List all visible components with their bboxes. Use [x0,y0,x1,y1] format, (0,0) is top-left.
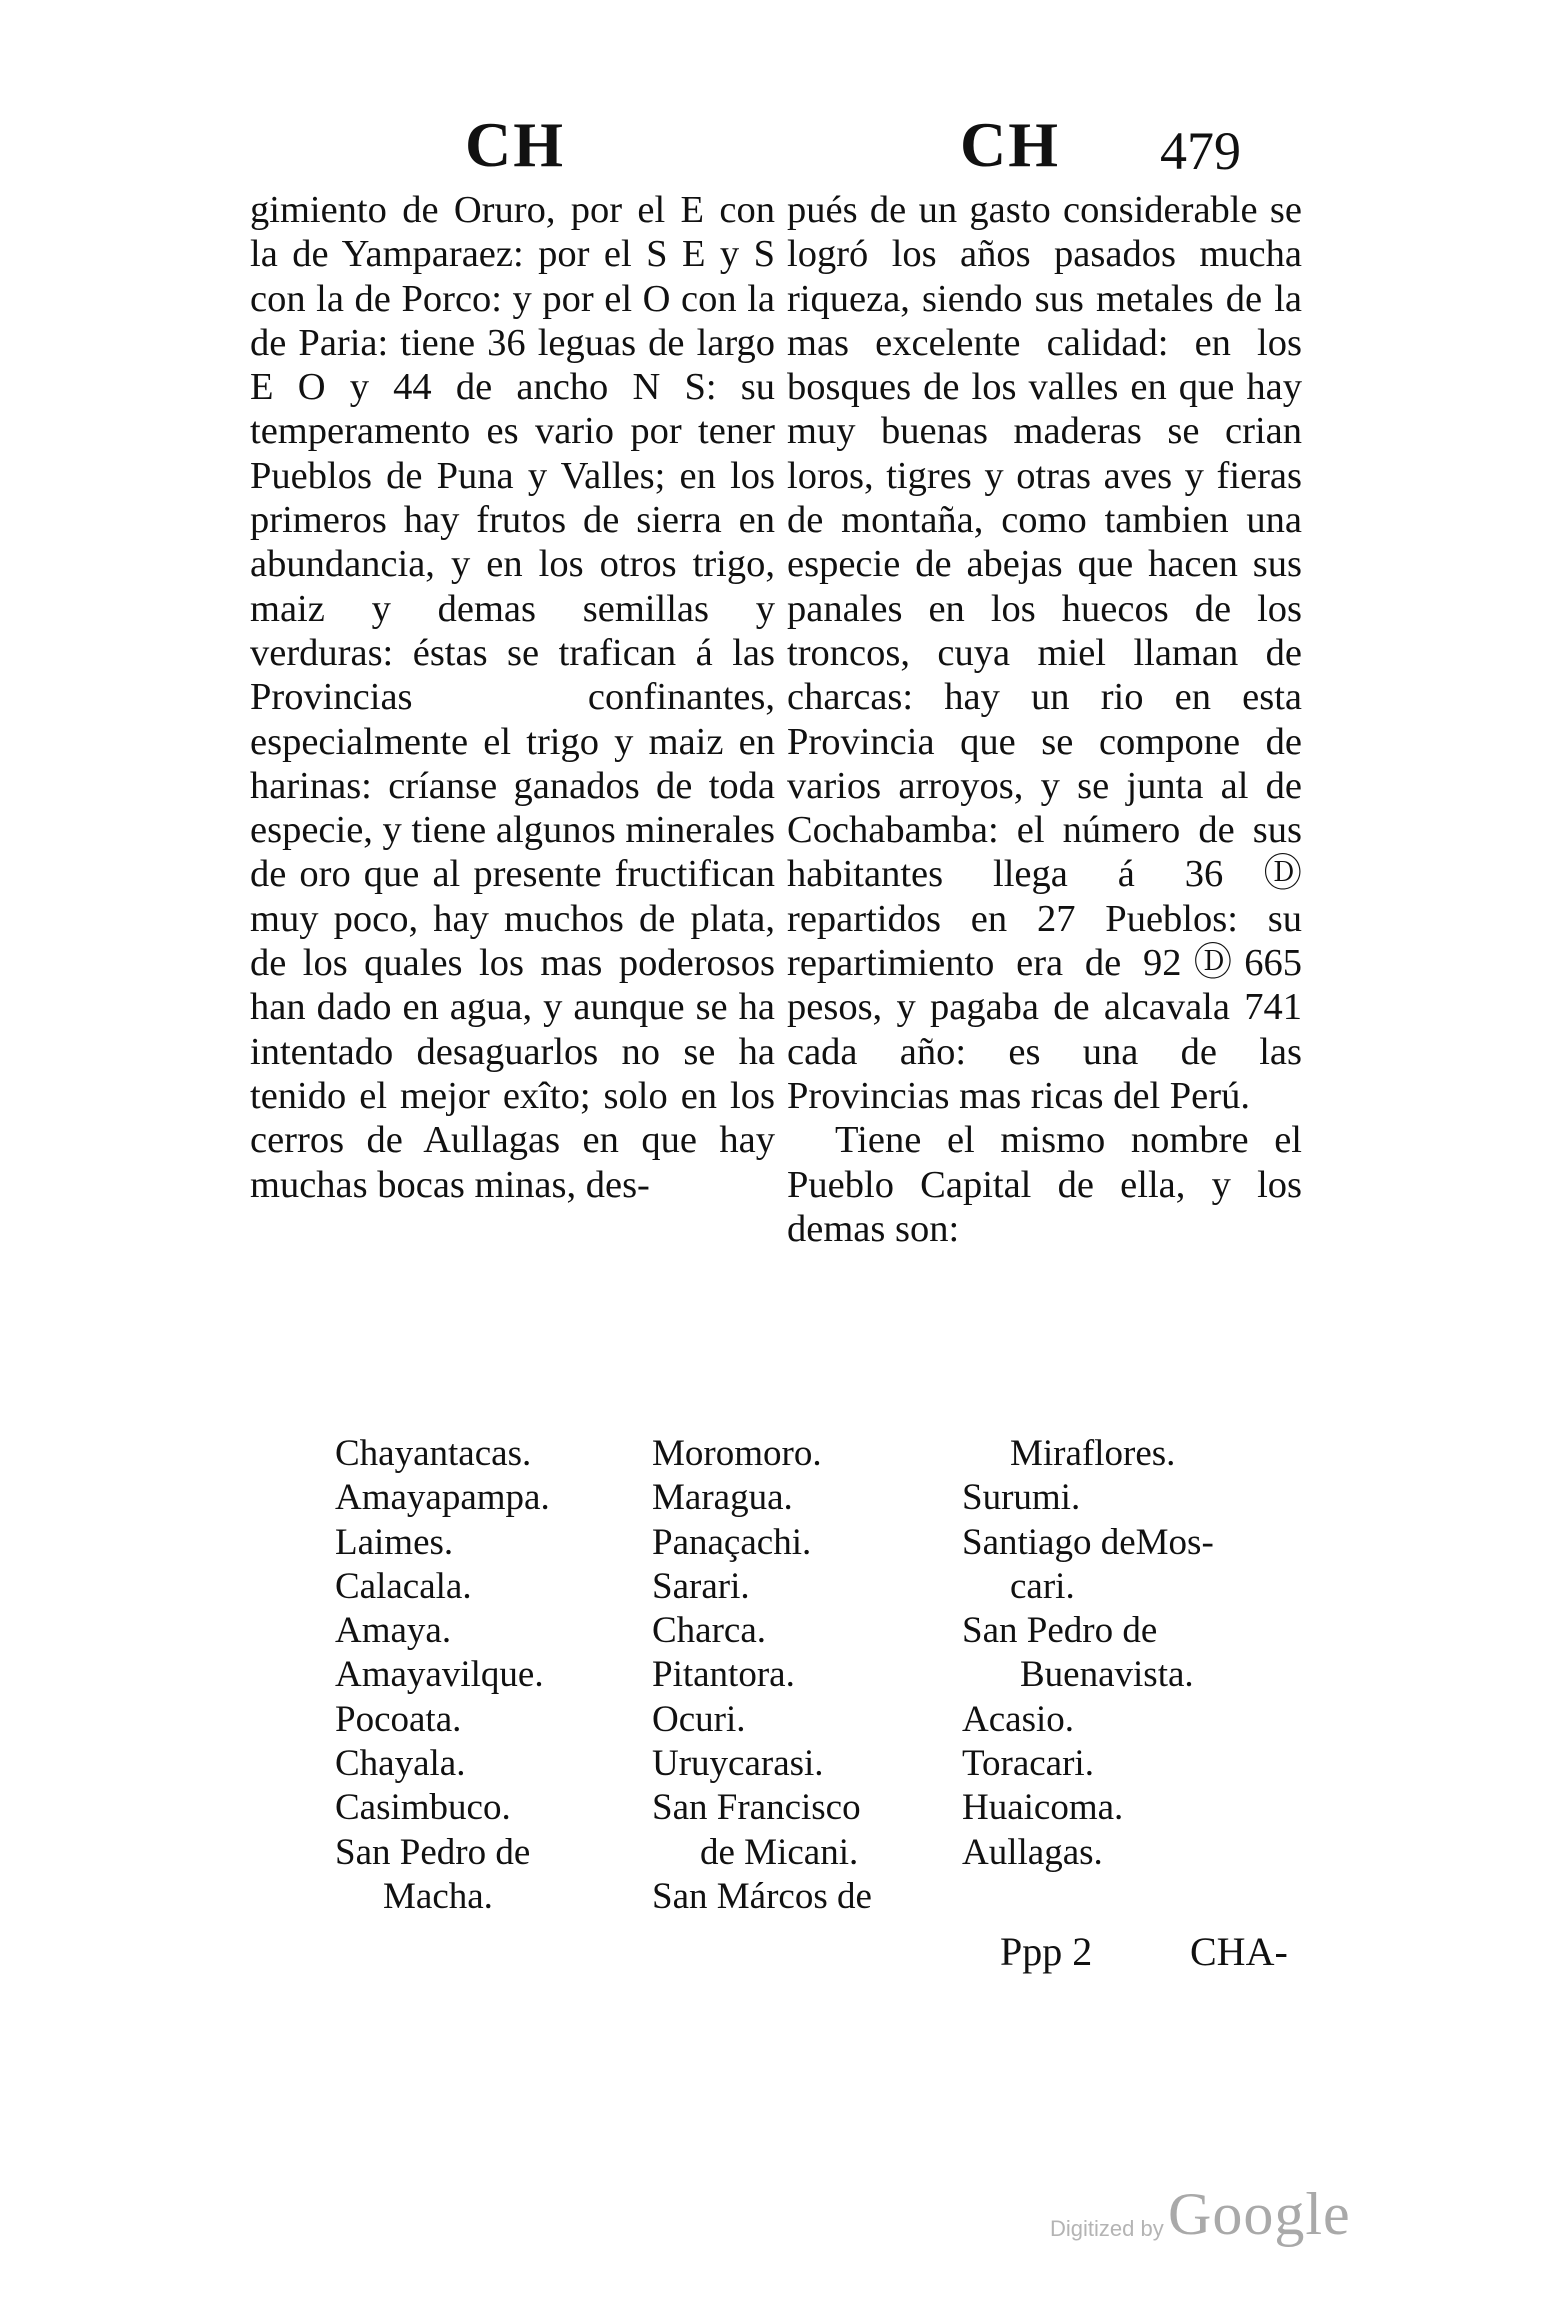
town-item: Surumi. [962,1477,1081,1519]
town-item: San Márcos de [652,1875,872,1917]
running-head-left: CH [465,109,565,180]
left-text-column [250,188,775,1207]
town-item: San Pedro de [335,1831,531,1873]
town-item-continuation: cari. [1010,1565,1075,1607]
google-logo: Google [1168,2181,1351,2247]
running-head-right: CH [960,109,1060,180]
right-column-paragraph: pués de un gasto considerable se logró los años pasados mucha riqueza, siendo sus metales de la mas excelente calidad: en los bosques de los valles en que hay muy buenas maderas se crian loros, tigres y otras aves y fieras de montaña, como tambien una especie de abejas que hacen sus panales en los huecos de los troncos, cuya miel llaman de charcas: hay un rio en esta Provincia que se compone de varios arroyos, y se junta al de Cochabamba: el número de sus habitantes llega á 36Ⓓ repartidos en 27 Pueblos: su repartimiento era de 92Ⓓ665 pesos, y pagaba de alcavala 741 cada año: es una de las Provincias mas ricas del Perú. [787,189,1302,1117]
town-item: San Pedro de [962,1610,1158,1652]
town-item: Amayavilque. [335,1654,544,1696]
town-item: Maragua. [652,1477,793,1519]
town-item: Chayala. [335,1743,466,1785]
town-item: Aullagas. [962,1831,1103,1873]
town-item-continuation: Buenavista. [1020,1654,1194,1696]
running-header [0,108,1551,198]
signature-mark: Ppp 2 [1000,1929,1093,1974]
google-watermark [1050,2180,1380,2260]
town-item: Casimbuco. [335,1787,511,1829]
town-item: Ocuri. [652,1698,746,1740]
town-item: Toracari. [962,1743,1094,1785]
town-item: Pocoata. [335,1698,462,1740]
town-item: Uruycarasi. [652,1743,824,1785]
towns-list-column-1 [335,1432,625,1919]
left-column-paragraph: gimiento de Oruro, por el E con la de Yamparaez: por el S E y S con la de Porco: y por el O con la de Paria: tiene 36 leguas de largo E O y 44 de ancho N S: su temperamento es vario por tener Pueblos de Puna y Valles; en los primeros hay frutos de sierra en abundancia, y en los otros trigo, maiz y demas semillas y verduras: éstas se trafican á las Provincias confinantes, especialmente el trigo y maiz en harinas: críanse ganados de toda especie, y tiene algunos minerales de oro que al presente fructifican muy poco, hay muchos de plata, de los quales los mas poderosos han dado en agua, y aunque se ha intentado desaguarlos no se ha tenido el mejor exîto; solo en los cerros de Aullagas en que hay muchas bocas minas, des- [250,189,775,1206]
town-item: Panaçachi. [652,1521,812,1563]
town-item: Santiago deMos- [962,1521,1214,1563]
town-item: Amaya. [335,1610,452,1652]
digitized-by-label: Digitized by [1050,2216,1164,2241]
towns-list-column-3 [962,1432,1302,1875]
town-item: Chayantacas. [335,1433,532,1474]
town-item: Charca. [652,1610,767,1652]
towns-list-column-2 [652,1432,942,1919]
town-item: Laimes. [335,1521,454,1563]
catchword: CHA- [1190,1929,1288,1974]
town-item: Sarari. [652,1565,750,1607]
town-item: Calacala. [335,1565,472,1607]
right-column-paragraph-2: Tiene el mismo nombre el Pueblo Capital de ella, y los demas son: [787,1119,1302,1250]
town-item-continuation: de Micani. [700,1831,859,1873]
town-item: San Francisco [652,1787,861,1829]
page-footer [0,1928,1551,1988]
town-item: Huaicoma. [962,1787,1124,1829]
town-item-continuation: Macha. [383,1875,493,1917]
page-number: 479 [1160,121,1241,181]
town-item: Moromoro. [652,1433,822,1474]
town-item: Miraflores. [1010,1433,1176,1474]
town-item: Acasio. [962,1698,1074,1740]
right-text-column [787,188,1302,1251]
town-item: Pitantora. [652,1654,795,1696]
town-item: Amayapampa. [335,1477,550,1519]
